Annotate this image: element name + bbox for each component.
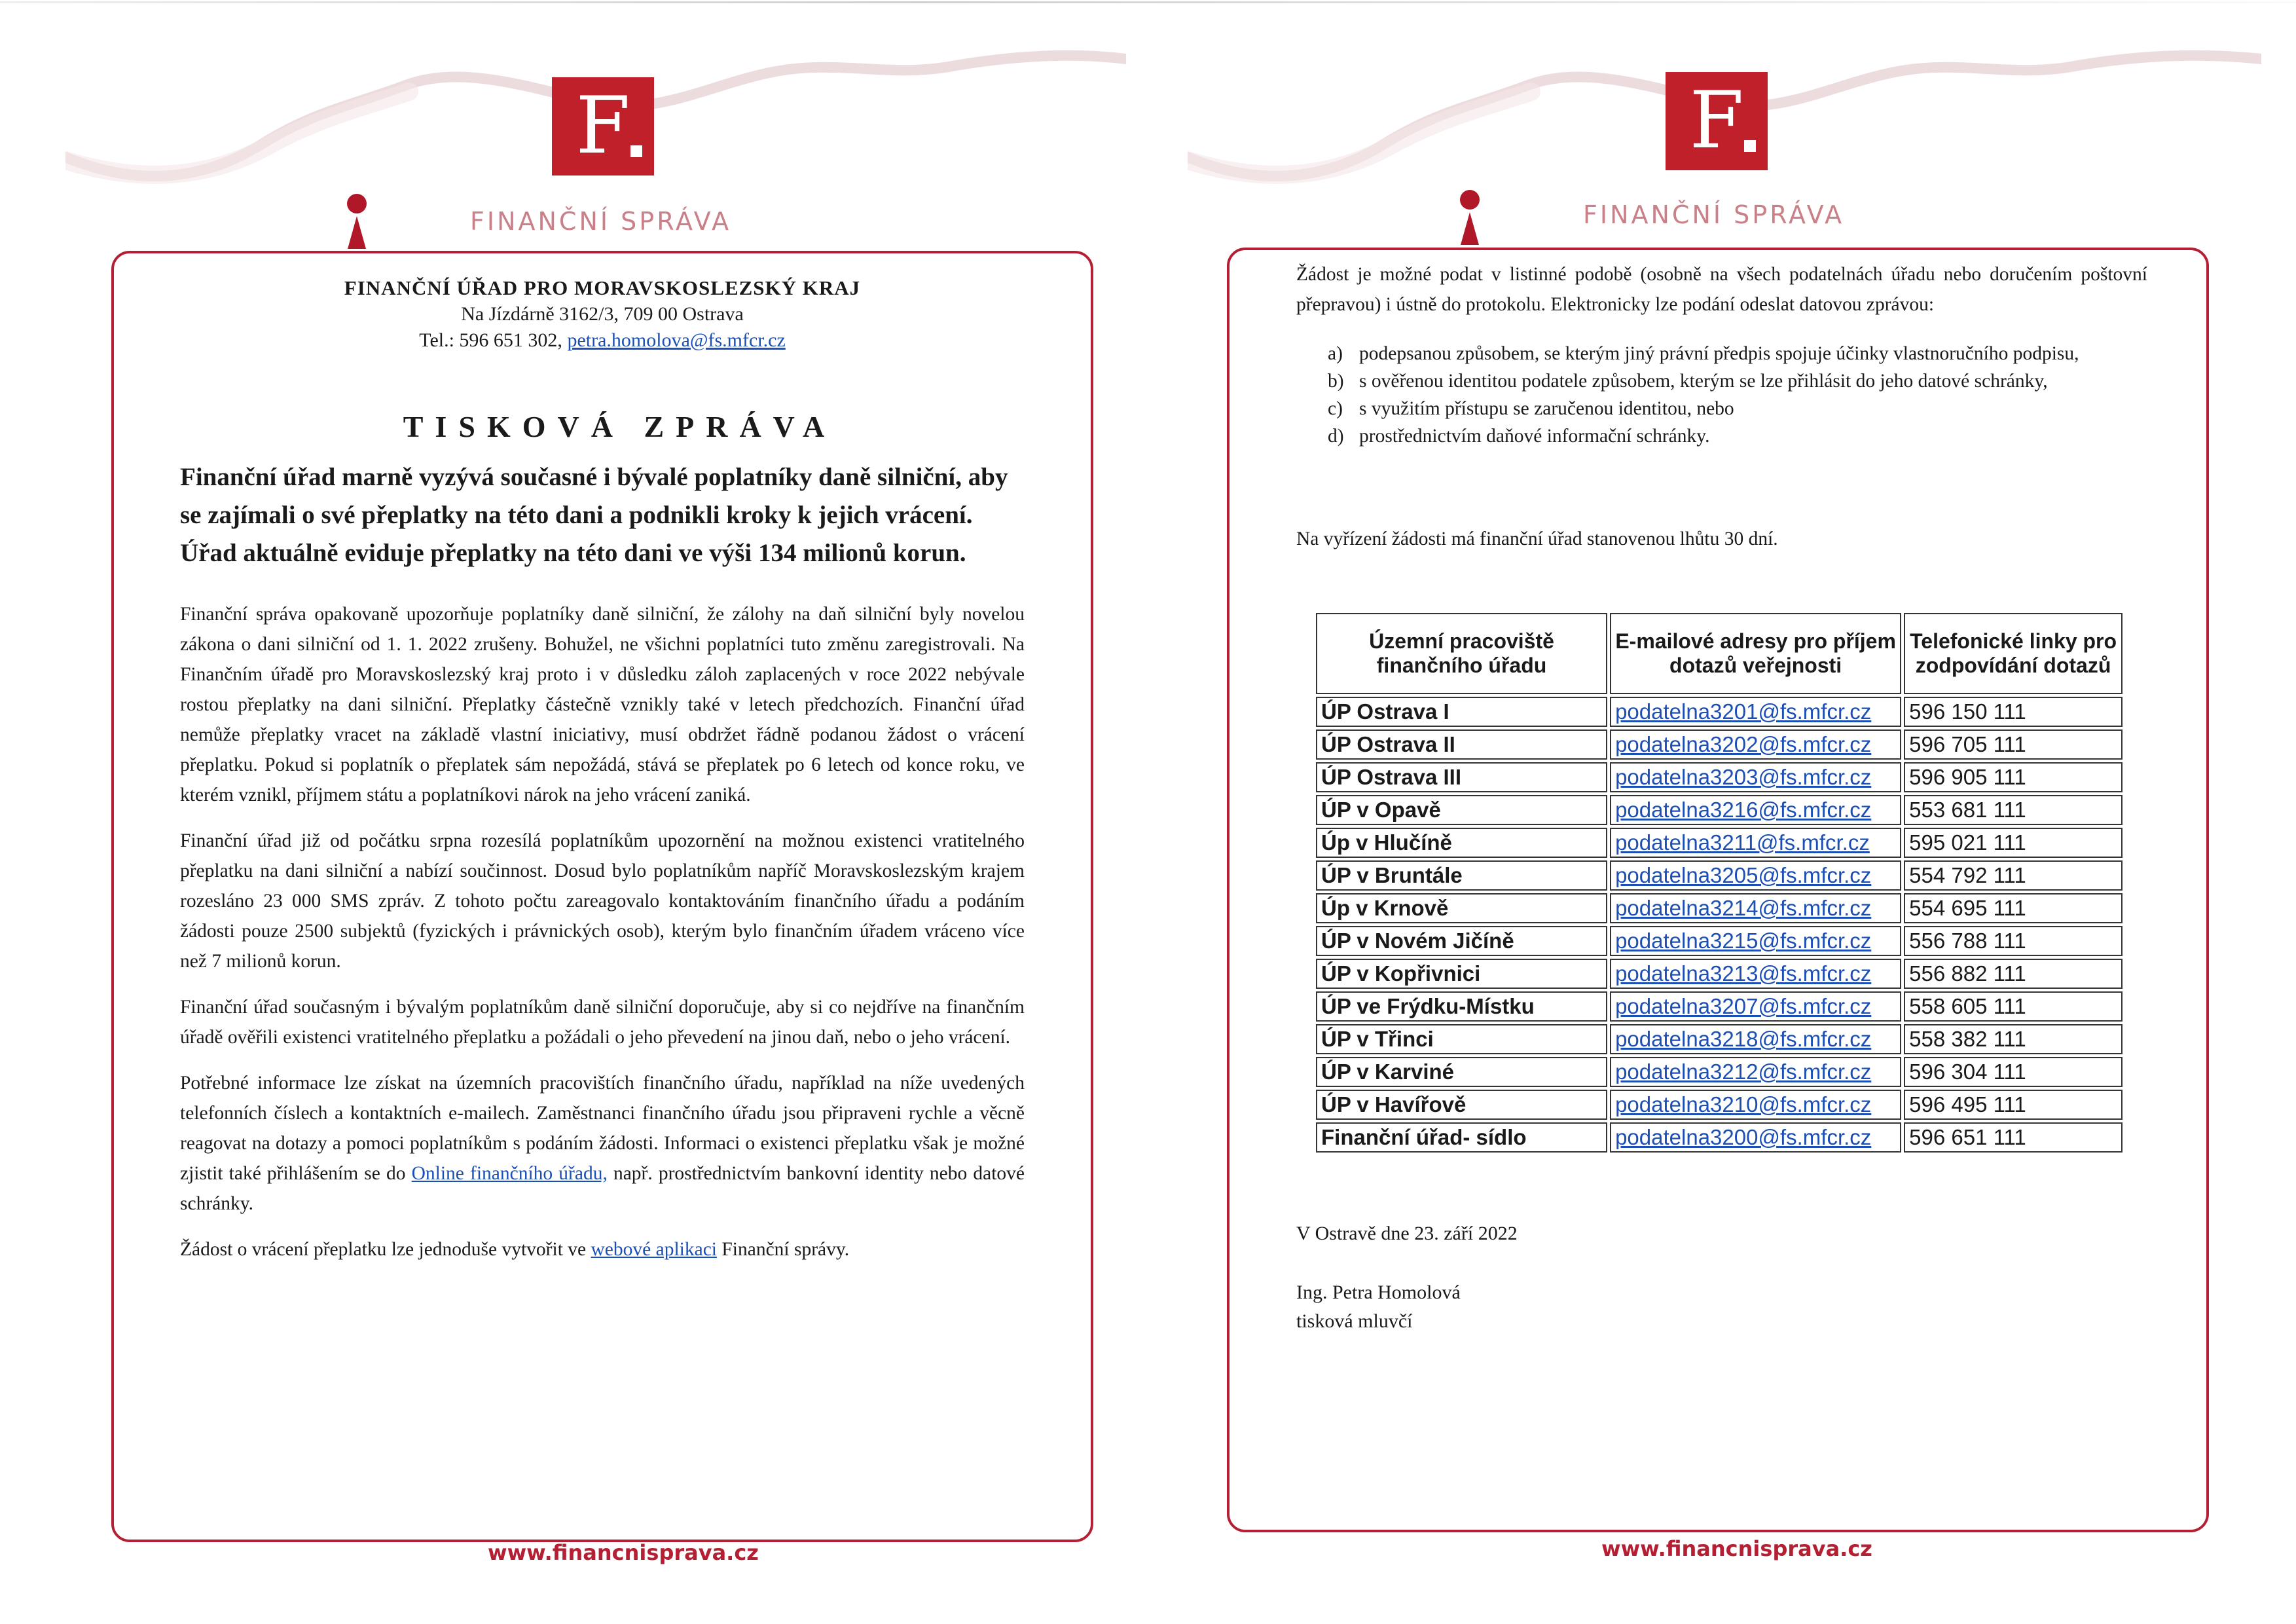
page-title: TISKOVÁ ZPRÁVA: [403, 410, 837, 443]
logo-letter: F: [575, 81, 630, 172]
table-row: [1316, 1057, 2123, 1087]
office-phone-cell: 554 792 111: [1904, 860, 2123, 891]
office-email-cell: [1610, 926, 1901, 956]
footer-url: www.financnisprava.cz: [1601, 1536, 1872, 1561]
logo-dot: [630, 145, 642, 157]
office-name-cell: ÚP v Kopřivnici: [1316, 959, 1607, 989]
office-email-cell: [1610, 729, 1901, 760]
office-email-cell: [1610, 1090, 1901, 1120]
paragraph-3: Finanční úřad současným i bývalým poplatníkům daně silniční doporučuje, aby si co nejdříve na finančním úřadě ověřili existenci vratitelného přeplatku a požádali o jeho převedení na jinou daň, nebo o jeho vrácení.: [180, 997, 1025, 1048]
office-phone: Tel.: 596 651 302,: [419, 329, 568, 351]
footer-url: www.financnisprava.cz: [488, 1540, 759, 1565]
table-row: [1316, 828, 2123, 858]
office-email-cell: [1610, 860, 1901, 891]
office-phone-cell: 558 382 111: [1904, 1024, 2123, 1054]
lead-paragraph: Finanční úřad marně vyzývá současné i bývalé poplatníky daně silniční, aby se zajímali o své přeplatky na této dani a podnikli kroky k jejich vrácení. Úřad aktuálně eviduje přeplatky na této dani ve výši 134 milionů korun.: [180, 463, 1008, 567]
office-phone-cell: 596 495 111: [1904, 1090, 2123, 1120]
office-phone-cell: 596 905 111: [1904, 762, 2123, 792]
brand-name: FINANČNÍ SPRÁVA: [470, 207, 732, 236]
office-phone-cell: 556 882 111: [1904, 959, 2123, 989]
table-row: [1316, 959, 2123, 989]
office-email-cell: [1610, 959, 1901, 989]
article-body: [180, 599, 1025, 1280]
table-row: [1316, 729, 2123, 760]
table-row: [1316, 860, 2123, 891]
table-row: [1316, 1090, 2123, 1120]
table-row: [1316, 795, 2123, 825]
table-row: [1316, 697, 2123, 727]
office-phone-cell: 556 788 111: [1904, 926, 2123, 956]
office-name-cell: Finanční úřad- sídlo: [1316, 1122, 1607, 1153]
brand-marker-dot: [347, 194, 367, 213]
office-email-link[interactable]: podatelna3205@fs.mfcr.cz: [1615, 863, 1872, 887]
signature-name: Ing. Petra Homolová: [1296, 1282, 1461, 1303]
office-header: [111, 275, 1093, 354]
brand-marker-triangle: [1461, 212, 1479, 245]
office-phone-cell: 554 695 111: [1904, 893, 2123, 923]
brand-marker-dot: [1460, 190, 1480, 210]
office-email-link[interactable]: podatelna3213@fs.mfcr.cz: [1615, 961, 1872, 986]
column-header-office: Územní pracoviště finančního úřadu: [1316, 613, 1607, 694]
table-row: [1316, 926, 2123, 956]
paragraph-1: Finanční správa opakovaně upozorňuje poplatníky daně silniční, že zálohy na daň silniční byly novelou zákona o dani silniční od 1. 1. 2022 zrušeny. Bohužel, ne všichni poplatníci tuto změnu zaregistrovali. Na Finančním úřadě pro Moravskoslezský kraj proto i v důsledku záloh zaplacených v roce 2022 nebývale rostou přeplatky na dani silniční. Přeplatky částečně vznikly také v letech předchozích. Finanční úřad nemůže přeplatky vracet na základě vlastní iniciativy, musí obdržet řádně podanou žádost o vrácení přeplatku. Pokud si poplatník o přeplatek sám nepožádá, stává se přeplatek po 6 letech od konce roku, ve kterém vznikl, příjmem státu a poplatníkovi nárok na jeho vrácení zaniká.: [180, 604, 1025, 805]
office-email-link[interactable]: podatelna3218@fs.mfcr.cz: [1615, 1027, 1872, 1051]
office-phone-cell: 595 021 111: [1904, 828, 2123, 858]
offices-table: [1313, 610, 2125, 1155]
logo-letter: F: [1689, 75, 1744, 166]
brand-marker-triangle: [348, 216, 366, 249]
office-name-cell: ÚP v Bruntále: [1316, 860, 1607, 891]
office-name-cell: Úp v Krnově: [1316, 893, 1607, 923]
paragraph-5: Žádost o vrácení přeplatku lze jednoduše vytvořit ve webové aplikaci Finanční správy.: [180, 1239, 850, 1260]
office-name-cell: ÚP Ostrava III: [1316, 762, 1607, 792]
page-2: [1148, 0, 2296, 1624]
office-address: Na Jízdárně 3162/3, 709 00 Ostrava: [461, 303, 744, 325]
logo: [1666, 72, 1768, 170]
table-row: [1316, 1024, 2123, 1054]
online-tax-office-link[interactable]: Online finančního úřadu,: [411, 1163, 608, 1184]
office-phone-cell: 553 681 111: [1904, 795, 2123, 825]
office-email-link[interactable]: podatelna3210@fs.mfcr.cz: [1615, 1092, 1872, 1116]
logo: [552, 77, 654, 175]
office-name: FINANČNÍ ÚŘAD PRO MORAVSKOSLEZSKÝ KRAJ: [344, 276, 861, 299]
table-header-row: [1316, 613, 2123, 694]
office-email-cell: [1610, 762, 1901, 792]
signature-block: [1296, 1219, 1518, 1336]
office-phone-cell: 558 605 111: [1904, 991, 2123, 1022]
deadline-note: Na vyřízení žádosti má finanční úřad stanovenou lhůtu 30 dní.: [1296, 528, 1778, 549]
office-email-cell: [1610, 1122, 1901, 1153]
paragraph-4: Potřebné informace lze získat na územních pracovištích finančního úřadu, například na níže uvedených telefonních číslech a kontaktních e-mailech. Zaměstnanci finančního úřadu jsou připraveni rychle a věcně reagovat na dotazy a pomoci poplatníkům s podáním žádosti. Informaci o existenci přeplatku však je možné zjistit také přihlášením se do Online finančního úřadu, např. prostřednictvím bankovní identity nebo datové schránky.: [180, 1073, 1025, 1214]
table-row: [1316, 1122, 2123, 1153]
office-email-link[interactable]: podatelna3214@fs.mfcr.cz: [1615, 896, 1872, 920]
list-item: c) s využitím přístupu se zaručenou identitou, nebo: [1328, 398, 1734, 419]
list-item: d) prostřednictvím daňové informační schránky.: [1328, 426, 1710, 447]
office-phone-cell: 596 150 111: [1904, 697, 2123, 727]
office-email-cell: [1610, 1057, 1901, 1087]
list-item: a) podepsanou způsobem, se kterým jiný právní předpis spojuje účinky vlastnoručního podpisu,: [1328, 343, 2079, 364]
office-email-link[interactable]: podatelna3207@fs.mfcr.cz: [1615, 994, 1872, 1018]
office-email-link[interactable]: podatelna3215@fs.mfcr.cz: [1615, 929, 1872, 953]
web-application-link[interactable]: webové aplikaci: [591, 1239, 717, 1260]
office-email-cell: [1610, 1024, 1901, 1054]
office-name-cell: ÚP Ostrava I: [1316, 697, 1607, 727]
brand-name: FINANČNÍ SPRÁVA: [1583, 200, 1845, 229]
office-email-link[interactable]: podatelna3211@fs.mfcr.cz: [1615, 830, 1870, 855]
office-email-link[interactable]: podatelna3200@fs.mfcr.cz: [1615, 1125, 1872, 1149]
office-phone-cell: 596 304 111: [1904, 1057, 2123, 1087]
office-email-link[interactable]: podatelna3203@fs.mfcr.cz: [1615, 765, 1872, 789]
office-phone-cell: 596 705 111: [1904, 729, 2123, 760]
column-header-email: E-mailové adresy pro příjem dotazů veřejnosti: [1610, 613, 1901, 694]
office-name-cell: ÚP v Opavě: [1316, 795, 1607, 825]
table-row: [1316, 893, 2123, 923]
office-email-link[interactable]: podatelna3202@fs.mfcr.cz: [1615, 732, 1872, 756]
table-row: [1316, 762, 2123, 792]
office-email-cell: [1610, 697, 1901, 727]
office-phone-cell: 596 651 111: [1904, 1122, 2123, 1153]
office-email-cell: [1610, 991, 1901, 1022]
place-date: V Ostravě dne 23. září 2022: [1296, 1223, 1518, 1244]
paragraph-2: Finanční úřad již od počátku srpna rozesílá poplatníkům upozornění na možnou existenci vratitelného přeplatku na dani silniční a nabízí součinnost. Dosud bylo poplatníkům napříč Moravskoslezským krajem rozesláno 23 000 SMS zpráv. Z tohoto počtu zareagovalo kontaktováním finančního úřadu a podáním žádosti pouze 2500 subjektů (fyzických i právnických osob), kterým bylo finančním úřadem vráceno více než 7 milionů korun.: [180, 830, 1025, 972]
office-name-cell: ÚP v Havířově: [1316, 1090, 1607, 1120]
submission-methods-list: [1328, 341, 2146, 451]
list-item: b) s ověřenou identitou podatele způsobem, kterým se lze přihlásit do jeho datové schránky,: [1328, 371, 2048, 392]
office-email-cell: [1610, 795, 1901, 825]
office-name-cell: ÚP v Karviné: [1316, 1057, 1607, 1087]
signature-role: tisková mluvčí: [1296, 1310, 1413, 1332]
office-email-cell: [1610, 893, 1901, 923]
office-name-cell: ÚP ve Frýdku-Místku: [1316, 991, 1607, 1022]
office-email-link[interactable]: podatelna3216@fs.mfcr.cz: [1615, 798, 1872, 822]
office-email-link[interactable]: podatelna3201@fs.mfcr.cz: [1615, 699, 1872, 724]
office-name-cell: Úp v Hlučíně: [1316, 828, 1607, 858]
office-name-cell: ÚP v Novém Jičíně: [1316, 926, 1607, 956]
column-header-phone: Telefonické linky pro zodpovídání dotazů: [1904, 613, 2123, 694]
office-email-cell: [1610, 828, 1901, 858]
office-contact: [111, 327, 1093, 354]
office-email-link[interactable]: podatelna3212@fs.mfcr.cz: [1615, 1060, 1872, 1084]
table-row: [1316, 991, 2123, 1022]
office-name-cell: ÚP v Třinci: [1316, 1024, 1607, 1054]
press-email-link[interactable]: petra.homolova@fs.mfcr.cz: [567, 329, 786, 351]
logo-dot: [1744, 140, 1756, 152]
submission-intro: Žádost je možné podat v listinné podobě (osobně na všech podatelnách úřadu nebo doručením poštovní přepravou) i ústně do protokolu. Elektronicky lze podání odeslat datovou zprávou:: [1296, 264, 2147, 315]
office-name-cell: ÚP Ostrava II: [1316, 729, 1607, 760]
